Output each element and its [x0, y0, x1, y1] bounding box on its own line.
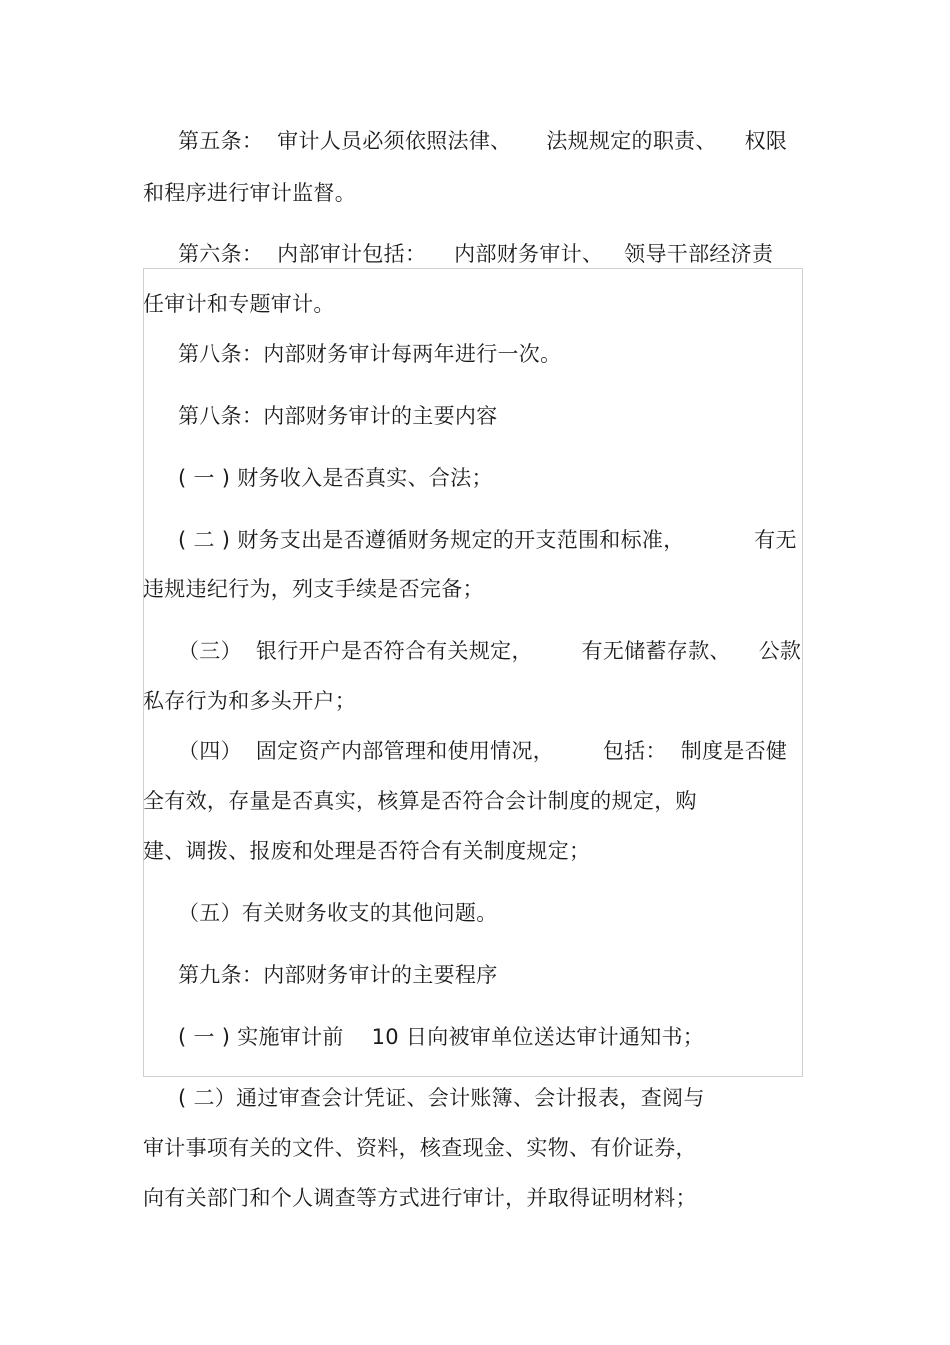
- text-line: 和程序进行审计监督。: [143, 181, 356, 205]
- text-line: 任审计和专题审计。: [143, 292, 335, 316]
- text-line: 第六条： 内部审计包括： 内部财务审计、 领导干部经济责: [178, 242, 774, 266]
- text-line: 第八条：内部财务审计的主要内容: [178, 404, 498, 428]
- text-line: 私存行为和多头开户；: [143, 689, 356, 713]
- text-line: ( 二 ) 财务支出是否遵循财务规定的开支范围和标准， 有无: [178, 528, 797, 552]
- text-line: 第五条： 审计人员必须依照法律、 法规规定的职责、 权限: [178, 129, 788, 153]
- text-line: ( 一 ) 财务收入是否真实、合法；: [178, 466, 493, 490]
- text-line: （五）有关财务收支的其他问题。: [178, 901, 498, 925]
- text-line: 第九条：内部财务审计的主要程序: [178, 963, 498, 987]
- text-line: 全有效，存量是否真实，核算是否符合会计制度的规定，购: [143, 789, 697, 813]
- text-line: 审计事项有关的文件、资料，核查现金、实物、有价证券，: [143, 1136, 697, 1160]
- content-frame: [143, 268, 803, 1077]
- text-line: 第八条：内部财务审计每两年进行一次。: [178, 342, 562, 366]
- text-line: （四） 固定资产内部管理和使用情况， 包括： 制度是否健: [178, 739, 788, 763]
- text-line: 违规违纪行为，列支手续是否完备；: [143, 577, 484, 601]
- text-line: ( 一 ) 实施审计前 10 日向被审单位送达审计通知书；: [178, 1025, 705, 1049]
- text-line: 向有关部门和个人调查等方式进行审计，并取得证明材料；: [143, 1186, 697, 1210]
- text-line: ( 二）通过审查会计凭证、会计账簿、会计报表，查阅与: [178, 1086, 705, 1110]
- text-line: 建、调拨、报废和处理是否符合有关制度规定；: [143, 839, 591, 863]
- text-line: （三） 银行开户是否符合有关规定， 有无储蓄存款、 公款: [178, 639, 802, 663]
